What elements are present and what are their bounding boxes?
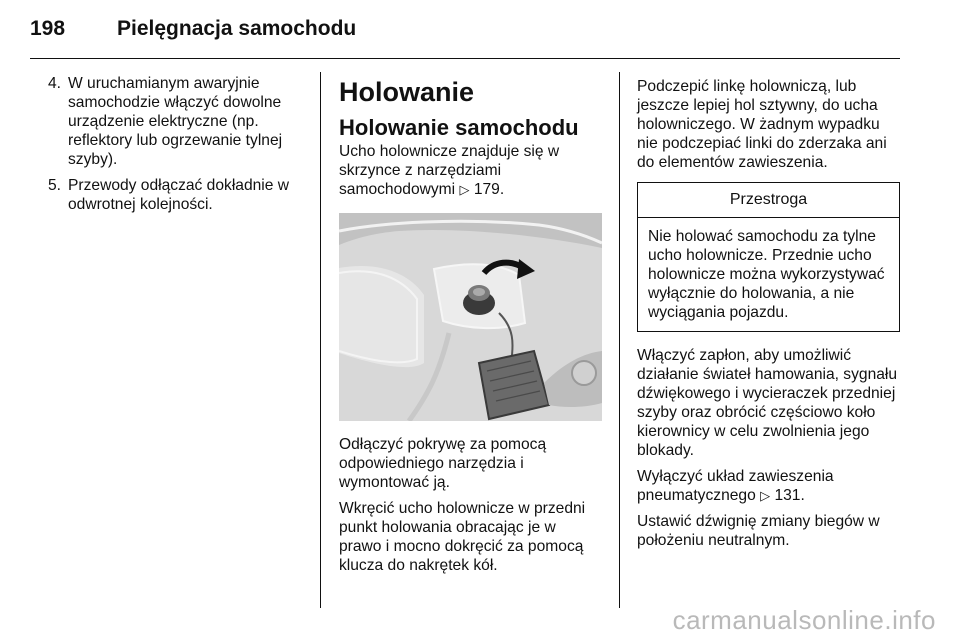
- caution-text: Nie holować samochodu za tylne ucho holownicze. Przednie ucho holownicze można wykorzystywać wyłącznie do holowania, a nie wyciągania pojazdu.: [648, 228, 885, 321]
- watermark: carmanualsonline.info: [672, 605, 936, 635]
- step-item: [42, 176, 304, 214]
- page-reference-link[interactable]: 131.: [774, 487, 805, 504]
- caution-box: [637, 182, 900, 332]
- suspension-paragraph: Wyłączyć układ zawieszenia pneumatycznego ▷ 131.: [637, 468, 834, 504]
- step-text: W uruchamianym awaryjnie samochodzie włączyć dowolne urządzenie elektryczne (np. reflektory lub ogrzewanie tylnej szyby).: [68, 75, 283, 168]
- left-column: [42, 74, 304, 221]
- arrow-reference-icon: ▷: [459, 182, 470, 197]
- page-reference-link[interactable]: 179.: [473, 181, 505, 198]
- step-number: 5.: [48, 177, 62, 194]
- section-title: Pielęgnacja samochodu: [117, 17, 357, 40]
- chapter-heading: Holowanie: [339, 77, 475, 107]
- neutral-gear-paragraph: Ustawić dźwignię zmiany biegów w położeniu neutralnym.: [637, 513, 880, 549]
- column-divider-left: [320, 72, 321, 608]
- arrow-reference-icon: ▷: [760, 488, 771, 503]
- section-heading: Holowanie samochodu: [339, 115, 579, 140]
- caution-title: Przestroga: [638, 183, 899, 218]
- middle-column: [339, 77, 602, 582]
- screw-in-eye-paragraph: Wkręcić ucho holownicze w przedni punkt holowania obracając je w prawo i mocno dokręcić za pomocą klucza do nakrętek kół.: [339, 500, 586, 574]
- towing-eye-illustration: [339, 213, 602, 421]
- towing-eye-illustration-svg: [339, 213, 602, 421]
- right-column: [637, 77, 900, 557]
- step-text: Przewody odłączać dokładnie w odwrotnej kolejności.: [68, 177, 290, 213]
- step-item: [42, 74, 304, 169]
- steps-list: [42, 74, 304, 214]
- step-number: 4.: [48, 75, 62, 92]
- remove-cover-paragraph: Odłączyć pokrywę za pomocą odpowiedniego narzędzia i wymontować ją.: [339, 436, 547, 491]
- intro-paragraph: Ucho holownicze znajduje się w skrzynce z narzędziami samochodowymi ▷ 179.: [339, 143, 560, 198]
- ignition-paragraph: Włączyć zapłon, aby umożliwić działanie świateł hamowania, sygnału dźwiękowego i wycieraczek przedniej szyby oraz obrócić częściowo koło kierownicy w celu zwolnienia jego blokady.: [637, 347, 898, 459]
- column-divider-right: [619, 72, 620, 608]
- page-number: 198: [30, 17, 66, 40]
- attach-rope-paragraph: Podczepić linkę holowniczą, lub jeszcze lepiej hol sztywny, do ucha holowniczego. W żadnym wypadku nie podczepiać linki do zderzaka ani do elementów zawieszenia.: [637, 78, 887, 171]
- header-rule: [30, 58, 900, 59]
